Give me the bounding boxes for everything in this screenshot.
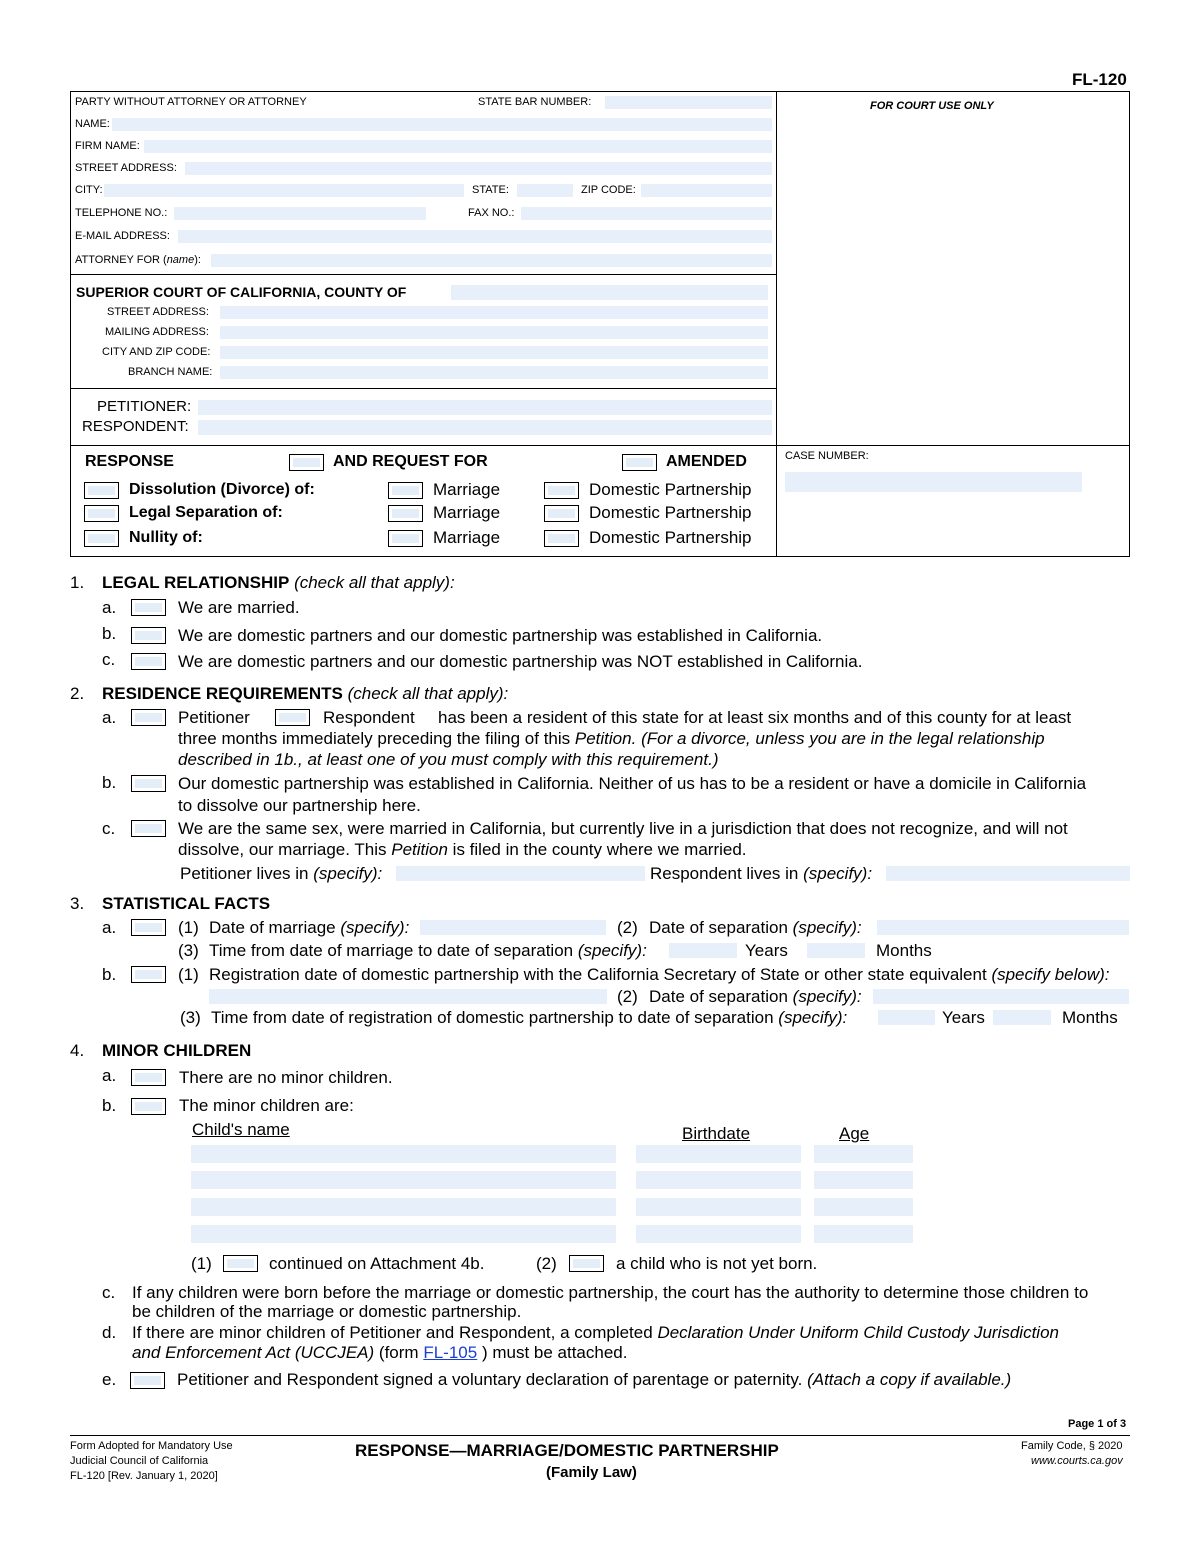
child-birthdate-field[interactable]: [636, 1225, 801, 1243]
footer-adopted: Form Adopted for Mandatory Use: [70, 1440, 233, 1452]
zip-label: ZIP CODE:: [581, 184, 636, 196]
section1-b-letter: b.: [102, 624, 117, 643]
residence-b-text2: to dissolve our partnership here.: [178, 796, 421, 815]
residence-petitioner-checkbox[interactable]: [131, 709, 166, 726]
request-checkbox[interactable]: [289, 454, 324, 471]
section1-number: 1.: [70, 573, 85, 592]
parentage-text: Petitioner and Respondent signed a voluntary declaration of parentage or paternity. (Attach a copy if available.): [177, 1370, 1012, 1389]
unborn-checkbox[interactable]: [569, 1255, 604, 1272]
amended-label: AMENDED: [666, 453, 747, 470]
separation-marriage-checkbox[interactable]: [388, 505, 423, 522]
parentage-checkbox[interactable]: [130, 1372, 165, 1389]
petitioner-lives-field[interactable]: [396, 866, 645, 881]
case-number-field[interactable]: [785, 472, 1082, 492]
state-label: STATE:: [472, 184, 509, 196]
dissolution-checkbox[interactable]: [84, 482, 119, 499]
unborn-number: (2): [536, 1254, 557, 1273]
dp-separation-label: Date of separation (specify):: [649, 987, 862, 1006]
nullity-checkbox[interactable]: [84, 530, 119, 547]
court-street-label: STREET ADDRESS:: [107, 306, 209, 318]
tel-label: TELEPHONE NO.:: [75, 207, 168, 219]
child-name-field[interactable]: [191, 1225, 616, 1243]
children-checkbox[interactable]: [131, 1098, 166, 1115]
section4-number: 4.: [70, 1041, 85, 1060]
residence-c-text2: dissolve, our marriage. This Petition is filed in the county where we married.: [178, 840, 747, 859]
state-bar-field[interactable]: [605, 96, 772, 109]
child-name-field[interactable]: [191, 1198, 616, 1216]
fax-label: FAX NO.:: [468, 207, 515, 219]
child-age-field[interactable]: [814, 1225, 913, 1243]
fax-field[interactable]: [521, 207, 772, 220]
dp-separation-field[interactable]: [873, 989, 1129, 1004]
residence-petitioner-label: Petitioner: [178, 708, 250, 727]
zip-field[interactable]: [641, 184, 772, 197]
section4-d-letter: d.: [102, 1323, 117, 1342]
separation-dp-label: Domestic Partnership: [589, 503, 752, 522]
section1-a-letter: a.: [102, 598, 117, 617]
respondent-field[interactable]: [198, 420, 772, 435]
dissolution-marriage-checkbox[interactable]: [388, 482, 423, 499]
stat-b2-number: (2): [617, 987, 638, 1006]
married-text: We are married.: [178, 598, 300, 617]
email-field[interactable]: [178, 230, 772, 243]
dp-ca-text: We are domestic partners and our domestic partnership was established in California.: [178, 626, 823, 645]
section2-heading: RESIDENCE REQUIREMENTS (check all that apply):: [102, 684, 509, 703]
dp-years-field[interactable]: [878, 1010, 935, 1025]
footer-subtitle: (Family Law): [546, 1464, 637, 1481]
section3-a-letter: a.: [102, 918, 117, 937]
marriage-duration-label: Time from date of marriage to date of separation (specify):: [209, 941, 647, 960]
dissolution-label: Dissolution (Divorce) of:: [129, 481, 315, 498]
street-field[interactable]: [185, 162, 772, 175]
respondent-label: RESPONDENT:: [82, 418, 189, 435]
section4-e-letter: e.: [102, 1370, 117, 1389]
dp-months-field[interactable]: [993, 1010, 1051, 1025]
court-city-zip-label: CITY AND ZIP CODE:: [102, 346, 211, 358]
footer-rev: FL-120 [Rev. January 1, 2020]: [70, 1470, 218, 1482]
email-label: E-MAIL ADDRESS:: [75, 230, 170, 242]
residence-respondent-checkbox[interactable]: [275, 709, 310, 726]
years-label: Years: [745, 941, 788, 960]
state-field[interactable]: [517, 184, 573, 197]
court-use-label: FOR COURT USE ONLY: [870, 100, 994, 112]
residence-a-text2: three months immediately preceding the filing of this Petition. (For a divorce, unless you are in the legal relationship: [178, 729, 1045, 748]
col-age: Age: [839, 1124, 870, 1143]
stat-dp-checkbox[interactable]: [131, 966, 166, 983]
section4-heading: MINOR CHILDREN: [102, 1041, 252, 1060]
petitioner-label: PETITIONER:: [97, 398, 192, 415]
col-birthdate: Birthdate: [682, 1124, 751, 1143]
attachment-text: continued on Attachment 4b.: [269, 1254, 485, 1273]
date-of-marriage-label: Date of marriage (specify):: [209, 918, 410, 937]
child-birthdate-field[interactable]: [636, 1145, 801, 1163]
petitioner-field[interactable]: [198, 400, 772, 415]
dp-duration-label: Time from date of registration of domestic partnership to date of separation (specify):: [211, 1008, 848, 1027]
separation-marriage-label: Marriage: [433, 503, 501, 522]
child-age-field[interactable]: [814, 1171, 913, 1189]
court-branch-field[interactable]: [220, 366, 768, 379]
and-request-for-label: AND REQUEST FOR: [333, 453, 488, 470]
child-age-field[interactable]: [814, 1198, 913, 1216]
attachment-checkbox[interactable]: [223, 1255, 258, 1272]
attorney-for-field[interactable]: [211, 254, 772, 267]
amended-checkbox[interactable]: [622, 454, 657, 471]
stat-marriage-checkbox[interactable]: [131, 919, 166, 936]
date-of-marriage-field[interactable]: [420, 920, 606, 935]
petitioner-lives-label: Petitioner lives in (specify):: [180, 864, 383, 883]
stat-a3-number: (3): [178, 941, 199, 960]
attachment-number: (1): [191, 1254, 212, 1273]
child-birthdate-field[interactable]: [636, 1198, 801, 1216]
child-name-field[interactable]: [191, 1145, 616, 1163]
stat-a1-number: (1): [178, 918, 199, 937]
court-mailing-label: MAILING ADDRESS:: [105, 326, 209, 338]
legal-separation-label: Legal Separation of:: [129, 504, 283, 521]
page-number: Page 1 of 3: [1068, 1418, 1127, 1430]
stat-b3-number: (3): [180, 1008, 201, 1027]
tel-field[interactable]: [174, 207, 426, 220]
child-name-field[interactable]: [191, 1171, 616, 1189]
children-d-text1: If there are minor children of Petitioner and Respondent, a completed Declaration Under Uniform Child Custody Jurisdiction: [132, 1323, 1059, 1342]
marriage-years-field[interactable]: [669, 943, 737, 958]
section1-heading: LEGAL RELATIONSHIP (check all that apply):: [102, 573, 455, 592]
months-label: Months: [876, 941, 932, 960]
stat-b1-number: (1): [178, 965, 199, 984]
nullity-marriage-checkbox[interactable]: [388, 530, 423, 547]
nullity-marriage-label: Marriage: [433, 528, 501, 547]
children-c-text2: be children of the marriage or domestic partnership.: [132, 1302, 522, 1321]
dp-not-ca-checkbox[interactable]: [131, 653, 166, 670]
response-title: RESPONSE: [85, 453, 174, 470]
married-checkbox[interactable]: [131, 599, 166, 616]
firm-field[interactable]: [144, 140, 772, 153]
children-text: The minor children are:: [179, 1096, 354, 1115]
county-field[interactable]: [451, 285, 768, 300]
dissolution-marriage-label: Marriage: [433, 480, 501, 499]
dissolution-dp-label: Domestic Partnership: [589, 480, 752, 499]
footer-council: Judicial Council of California: [70, 1455, 209, 1467]
section3-heading: STATISTICAL FACTS: [102, 894, 271, 913]
city-field[interactable]: [104, 184, 464, 197]
section3-b-letter: b.: [102, 965, 117, 984]
date-of-separation-label: Date of separation (specify):: [649, 918, 862, 937]
section4-c-letter: c.: [102, 1283, 116, 1302]
court-city-zip-field[interactable]: [220, 346, 768, 359]
section2-c-letter: c.: [102, 819, 116, 838]
section1-c-letter: c.: [102, 650, 116, 669]
child-birthdate-field[interactable]: [636, 1171, 801, 1189]
city-label: CITY:: [75, 184, 103, 196]
street-label: STREET ADDRESS:: [75, 162, 177, 174]
stat-a2-number: (2): [617, 918, 638, 937]
section4-b-letter: b.: [102, 1096, 117, 1115]
section3-number: 3.: [70, 894, 85, 913]
marriage-months-field[interactable]: [807, 943, 865, 958]
court-title: SUPERIOR COURT OF CALIFORNIA, COUNTY OF: [76, 284, 407, 300]
section2-number: 2.: [70, 684, 85, 703]
legal-separation-checkbox[interactable]: [84, 505, 119, 522]
residence-c-checkbox[interactable]: [131, 820, 166, 837]
respondent-lives-field[interactable]: [886, 866, 1130, 881]
children-c-text1: If any children were born before the marriage or domestic partnership, the court has the authority to determine those children to: [132, 1283, 1089, 1302]
dissolution-dp-checkbox[interactable]: [544, 482, 579, 499]
no-children-checkbox[interactable]: [131, 1069, 166, 1086]
date-of-separation-field[interactable]: [877, 920, 1129, 935]
dp-years-label: Years: [942, 1008, 985, 1027]
section2-a-letter: a.: [102, 708, 117, 727]
party-label: PARTY WITHOUT ATTORNEY OR ATTORNEY: [75, 96, 307, 108]
dp-months-label: Months: [1062, 1008, 1118, 1027]
court-street-field[interactable]: [220, 306, 768, 319]
name-field[interactable]: [112, 118, 772, 131]
unborn-text: a child who is not yet born.: [616, 1254, 818, 1273]
respondent-lives-label: Respondent lives in (specify):: [650, 864, 873, 883]
residence-b-text1: Our domestic partnership was established in California. Neither of us has to be a resident or have a domicile in California: [178, 774, 1087, 793]
firm-label: FIRM NAME:: [75, 140, 140, 152]
separation-dp-checkbox[interactable]: [544, 505, 579, 522]
children-d-text2: and Enforcement Act (UCCJEA) (form FL-105 ) must be attached.: [132, 1343, 628, 1362]
footer-title: RESPONSE—MARRIAGE/DOMESTIC PARTNERSHIP: [355, 1441, 779, 1460]
col-childs-name: Child's name: [192, 1120, 290, 1139]
attorney-for-label: ATTORNEY FOR (name):: [75, 254, 201, 266]
court-mailing-field[interactable]: [220, 326, 768, 339]
residence-a-text3: described in 1b., at least one of you must comply with this requirement.): [178, 750, 719, 769]
registration-date-field[interactable]: [209, 989, 607, 1004]
court-branch-label: BRANCH NAME:: [128, 366, 213, 378]
residence-a-text1: has been a resident of this state for at least six months and of this county for at least: [438, 708, 1072, 727]
state-bar-label: STATE BAR NUMBER:: [478, 96, 592, 108]
case-number-label: CASE NUMBER:: [785, 450, 869, 462]
child-age-field[interactable]: [814, 1145, 913, 1163]
dp-not-ca-text: We are domestic partners and our domestic partnership was NOT established in California.: [178, 652, 863, 671]
name-label: NAME:: [75, 118, 110, 130]
nullity-dp-label: Domestic Partnership: [589, 528, 752, 547]
dp-ca-checkbox[interactable]: [131, 627, 166, 644]
section2-b-letter: b.: [102, 773, 117, 792]
section4-a-letter: a.: [102, 1066, 117, 1085]
footer-code: Family Code, § 2020: [1021, 1440, 1123, 1452]
fl-105-link[interactable]: FL-105: [423, 1343, 478, 1362]
form-id: FL-120: [1072, 70, 1127, 89]
residence-c-text1: We are the same sex, were married in California, but currently live in a jurisdiction that does not recognize, and will not: [178, 819, 1068, 838]
nullity-label: Nullity of:: [129, 529, 203, 546]
no-children-text: There are no minor children.: [179, 1068, 393, 1087]
residence-b-checkbox[interactable]: [131, 775, 166, 792]
residence-respondent-label: Respondent: [323, 708, 415, 727]
nullity-dp-checkbox[interactable]: [544, 530, 579, 547]
footer-site: www.courts.ca.gov: [1031, 1455, 1123, 1467]
registration-date-label: Registration date of domestic partnership with the California Secretary of State or other state equivalent (specify below):: [209, 965, 1110, 984]
